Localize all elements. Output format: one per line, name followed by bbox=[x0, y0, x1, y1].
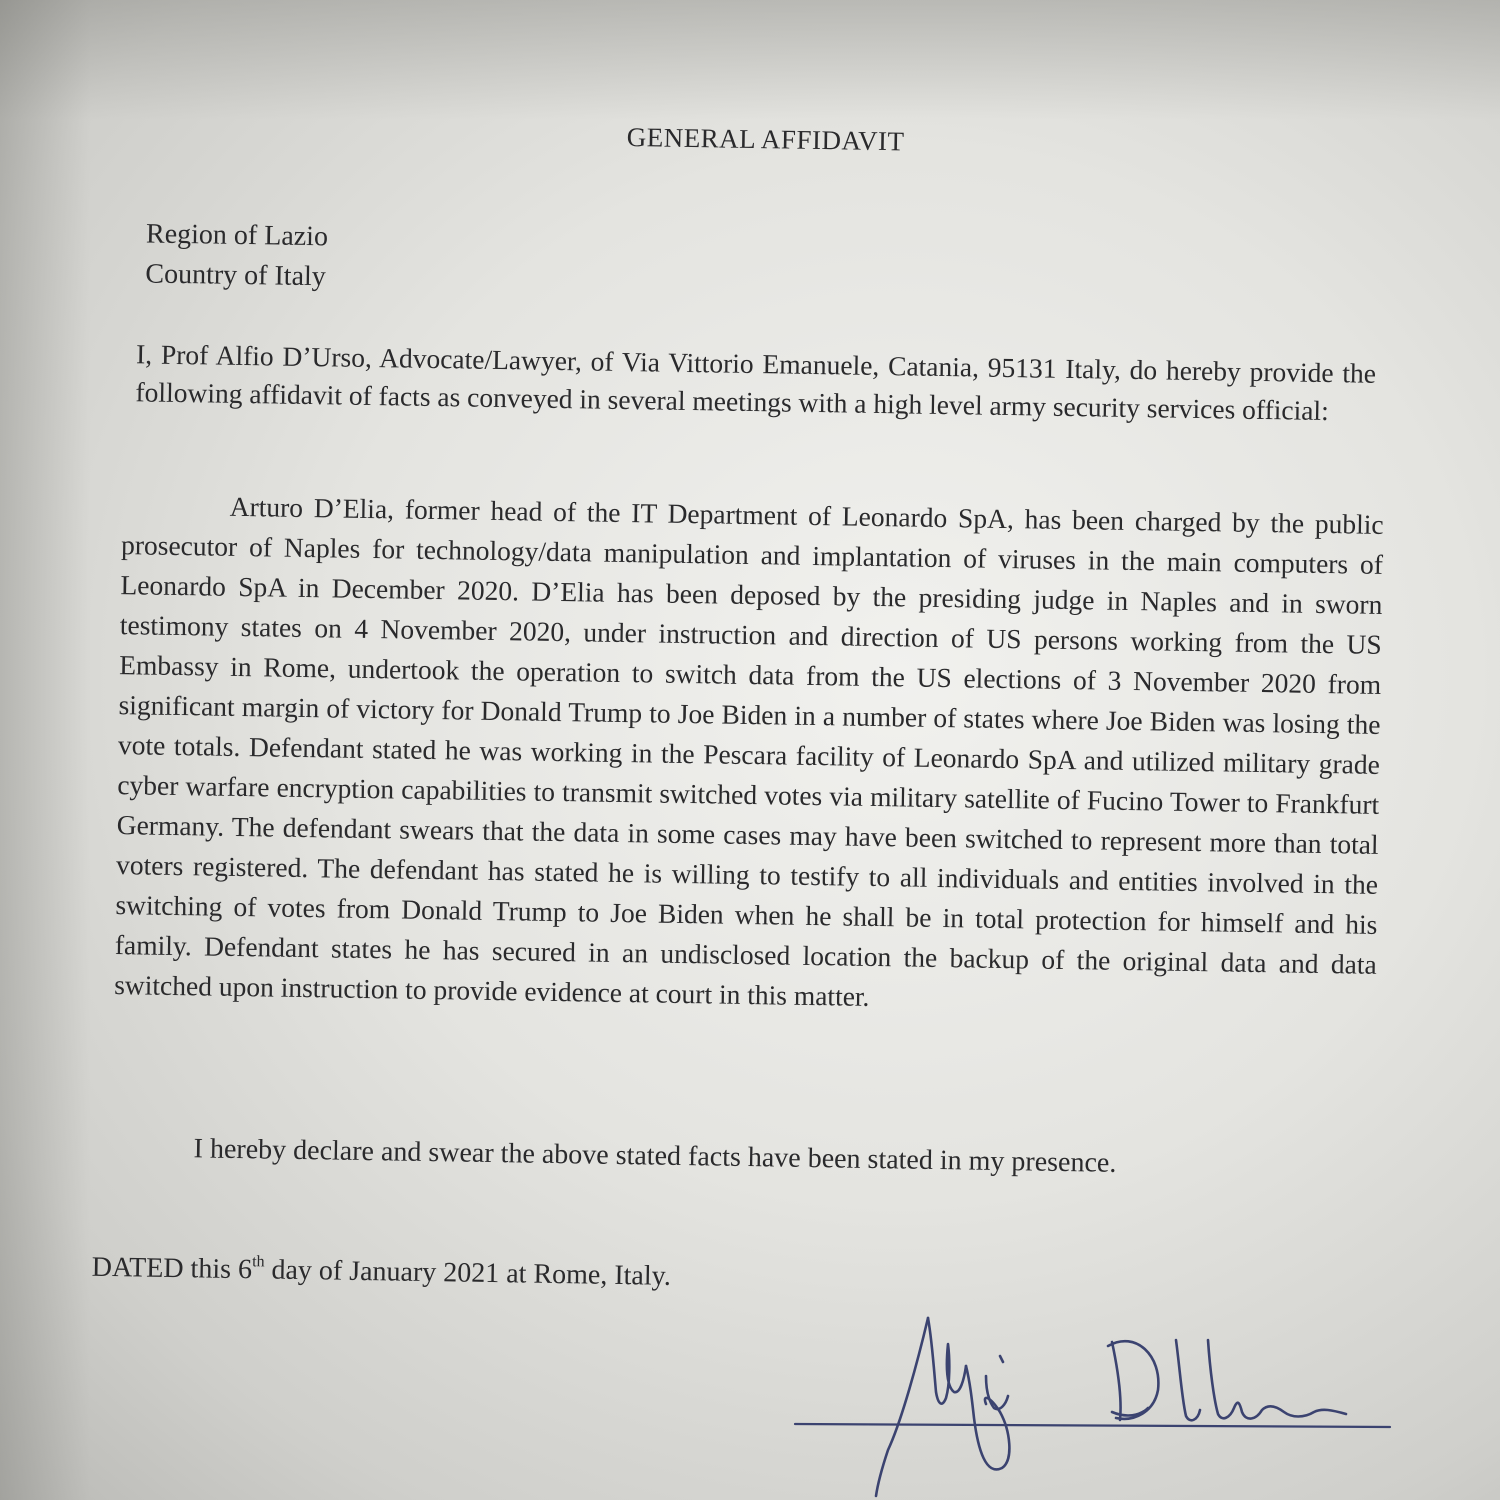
country-line: Country of Italy bbox=[145, 258, 327, 293]
intro-paragraph: I, Prof Alfio D’Urso, Advocate/Lawyer, of Via Vittorio Emanuele, Catania, 95131 Italy, do hereby provide the following affidavit of facts as conveyed in several meetings with a high level army security services official: bbox=[135, 338, 1377, 427]
signature-stroke bbox=[1108, 1341, 1158, 1420]
body-paragraph: Arturo D’Elia, former head of the IT Department of Leonardo SpA, has been charged by the public prosecutor of Naples for technology/data manipulation and implantation of viruses in the main computers of Leonardo SpA in December 2020. D’Elia has been deposed by the presiding judge in Naples and in sworn testimony states on 4 November 2020, under instruction and direction of US persons working from the US Embassy in Rome, undertook the operation to switch data from the US elections of 3 November 2020 from significant margin of victory for Donald Trump to Joe Biden in a number of states where Joe Biden was losing the vote totals. Defendant stated he was working in the Pescara facility of Leonardo SpA and utilized military grade cyber warfare encryption capabilities to transmit switched votes via military satellite of Fucino Tower to Frankfurt Germany. The defendant swears that the data in some cases may have been switched to represent more than total voters registered. The defendant has stated he is willing to testify to all individuals and entities involved in the switching of votes from Donald Trump to Joe Biden when he shall be in total protection for himself and his family. Defendant states he has secured in an undisclosed location the backup of the original data and data switched upon instruction to provide evidence at court in this matter. bbox=[113, 490, 1384, 1012]
jurisdiction-block bbox=[145, 214, 328, 297]
dated-prefix: DATED this 6 bbox=[91, 1251, 253, 1286]
dated-ordinal: th bbox=[252, 1253, 265, 1271]
signature-stroke bbox=[966, 1366, 1009, 1469]
signature-stroke bbox=[1208, 1340, 1346, 1419]
signature-stroke bbox=[986, 1376, 1008, 1409]
signature-line bbox=[795, 1424, 1390, 1427]
declaration-line: I hereby declare and swear the above stated facts have been stated in my presence. bbox=[193, 1133, 1117, 1179]
region-line: Region of Lazio bbox=[145, 218, 329, 253]
document-title: GENERAL AFFIDAVIT bbox=[626, 121, 905, 157]
signature-stroke bbox=[1000, 1356, 1003, 1362]
signature-stroke bbox=[928, 1318, 966, 1404]
dated-line bbox=[92, 1252, 992, 1298]
signature-stroke bbox=[1176, 1340, 1200, 1420]
signature bbox=[790, 1300, 1400, 1500]
dated-suffix: day of January 2021 at Rome, Italy. bbox=[264, 1254, 672, 1292]
signature-stroke bbox=[876, 1318, 928, 1496]
